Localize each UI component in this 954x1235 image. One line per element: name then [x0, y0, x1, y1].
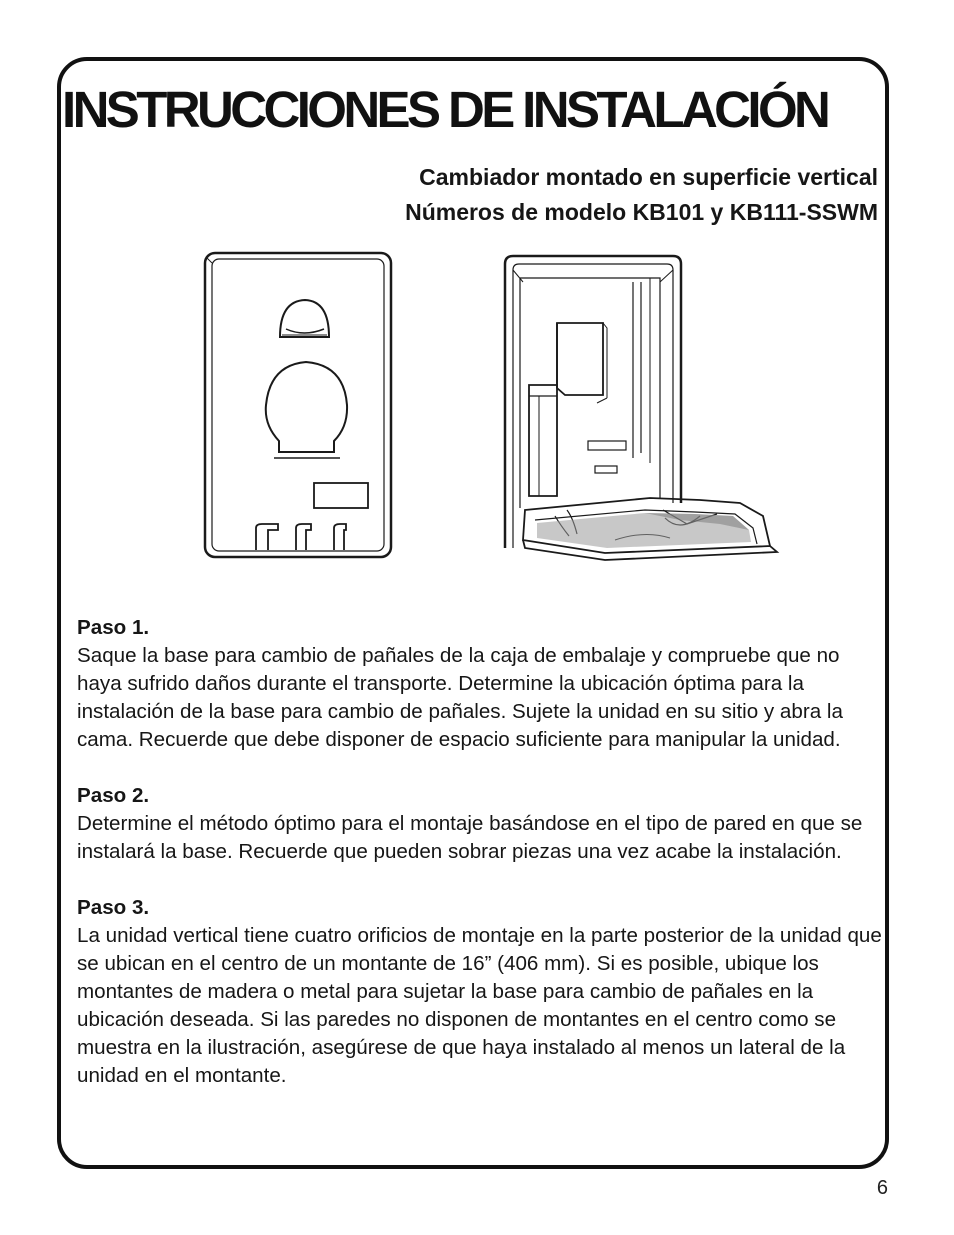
subtitle	[405, 160, 878, 230]
step-text: Saque la base para cambio de pañales de la caja de embalaje y compruebe que no haya sufrido daños durante el transporte. Determine la ubicación óptima para la instalación de la base para cambio de pañales. Sujete la unidad en su sitio y abra la cama. Recuerde que debe disponer de espacio suficiente para manipular la unidad.	[77, 644, 843, 751]
subtitle-models: Números de modelo KB101 y KB111-SSWM	[405, 199, 878, 225]
step-text: La unidad vertical tiene cuatro orificios de montaje en la parte posterior de la unidad que se ubican en el centro de un montante de 16” (406 mm). Si es posible, ubique los montantes de madera o metal para sujetar la base para cambio de pañales en la ubicación deseada. Si las paredes no disponen de montantes en el centro como se muestra en la ilustración, asegúrese de que haya instalado al menos un lateral de la unidad en el montante.	[77, 924, 882, 1087]
step-text: Determine el método óptimo para el montaje basándose en el tipo de pared en que se instalará la base. Recuerde que pueden sobrar piezas una vez acabe la instalación.	[77, 812, 863, 863]
step-heading: Paso 2.	[77, 784, 150, 807]
installation-steps	[77, 614, 887, 1118]
step-heading: Paso 1.	[77, 616, 150, 639]
step-heading: Paso 3.	[77, 896, 150, 919]
step-3	[77, 894, 887, 1090]
page-number: 6	[876, 1177, 888, 1199]
page-title: INSTRUCCIONES DE INSTALACIÓN	[62, 81, 828, 138]
subtitle-product: Cambiador montado en superficie vertical	[419, 164, 878, 190]
step-1	[77, 614, 887, 754]
step-2	[77, 782, 887, 866]
open-changer-illustration	[495, 248, 785, 583]
closed-changer-illustration	[198, 245, 398, 565]
